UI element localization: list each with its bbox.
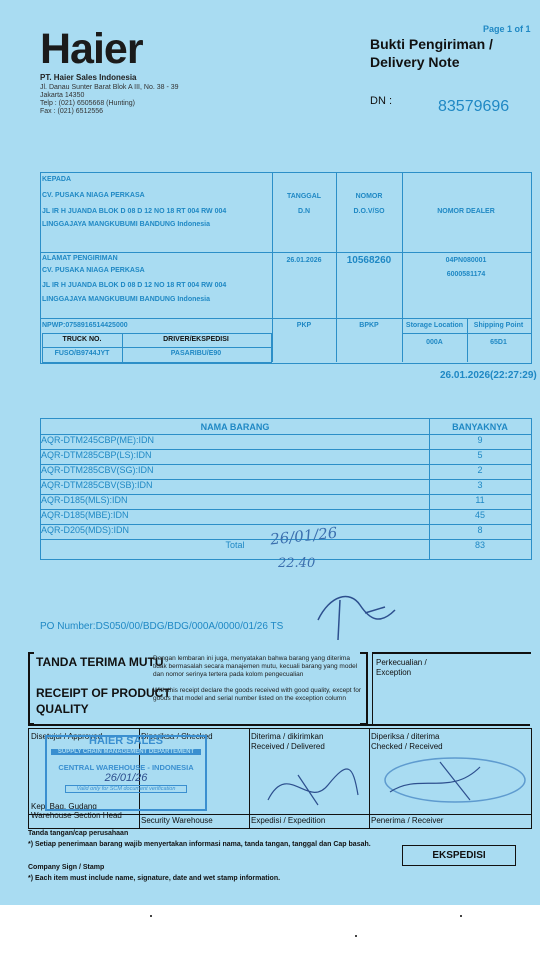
bpkp-label: BPKP [359,322,379,329]
page-indicator: Page 1 of 1 [483,24,531,34]
table-row [41,434,531,446]
exception-label: Perkecualian / Exception [376,658,427,677]
tanggal-label: TANGGAL [286,193,322,200]
order-number: 10568260 [346,255,392,266]
exception-box [372,652,531,726]
section-head-label: Kep. Bag. Gudang Warehouse Section Head [31,802,122,820]
stamp-warehouse: CENTRAL WAREHOUSE - INDONESIA [58,763,194,772]
paper-speck [150,915,152,917]
table-row [41,494,531,506]
shipping-city: LINGGAJAYA MANGKUBUMI BANDUNG Indonesia [42,296,211,303]
stamp-department: SUPPLY CHAIN MANAGEMENT DEPARTEMENT [51,749,201,755]
print-timestamp: 26.01.2026(22:27:29) [440,370,537,381]
company-address-line: Jl. Danau Sunter Barat Blok A III, No. 38 - 39 [40,84,179,91]
dealer-code: 04PN080001 [445,257,487,264]
driver-label: DRIVER/EKSPEDISI [163,336,229,343]
expedition-signature [258,755,368,810]
receiver-stamp [380,752,530,807]
items-header-qty: BANYAKNYA [452,422,508,432]
expedition-label: Expedisi / Expedition [251,816,326,825]
footer-sign-label: Tanda tangan/cap perusahaan [28,830,129,837]
pkp-label: PKP [296,322,312,329]
po-number: PO Number:DS050/00/BDG/BDG/000A/0000/01/26 TS [40,621,284,632]
company-name: PT. Haier Sales Indonesia [40,73,137,82]
shipping-date: 26.01.2026 [286,257,322,264]
stamp-handwritten-date: 26/01/26 [104,772,148,784]
item-name: AQR-DTM285CBP(LS):IDN [41,450,152,460]
truck-number: FUSO/B9744JYT [54,350,110,357]
stamp-validity: Valid only for SCM document verification [65,785,187,793]
dn-number: 83579696 [438,98,510,115]
recipient-name: CV. PUSAKA NIAGA PERKASA [42,192,145,199]
received-delivered-label: Diterima / dikirimkan Received / Delivered [251,732,325,751]
receipt-title-en: RECEIPT OF PRODUCT [36,686,171,700]
table-row [41,509,531,521]
shipping-point-value: 65D1 [490,339,507,346]
dn-label: DN : [370,95,392,107]
item-name: AQR-D185(MLS):IDN [41,495,128,505]
approved-label: Disetujui / Approved [31,732,103,741]
footer-note-id: *) Setiap penerimaan barang wajib menyertakan informasi nama, tanda tangan, tanggal dan Cap basah. [28,841,371,848]
recipient-address: JL IR H JUANDA BLOK D 08 D 12 NO 18 RT 004 RW 004 [42,208,227,215]
footer-note-en: *) Each item must include name, signature, date and wet stamp information. [28,875,281,882]
signature-scribble [310,585,400,645]
checked-label: Diperiksa / Checked [141,732,213,741]
item-name: AQR-D205(MDS):IDN [41,525,130,535]
paper-speck [460,915,462,917]
storage-location-label: Storage Location [405,322,464,329]
truck-label: TRUCK NO. [62,336,102,343]
npwp: NPWP:0758916514425000 [42,322,128,329]
shipping-point-label: Shipping Point [473,322,524,329]
stamp-title: HAIER SALES [89,735,163,747]
title-indonesian: Bukti Pengiriman / [370,36,493,52]
warehouse-stamp [45,735,207,811]
storage-location-value: 000A [426,339,443,346]
item-qty: 11 [475,495,485,505]
item-qty: 9 [477,435,483,445]
footer-company-sign: Company Sign / Stamp [28,864,105,871]
company-phone: Telp : (021) 6505668 (Hunting) [40,100,135,107]
item-name: AQR-D185(MBE):IDN [41,510,129,520]
shipping-name: CV. PUSAKA NIAGA PERKASA [42,267,145,274]
item-qty: 5 [477,450,483,460]
kepada-label: KEPADA [42,176,72,183]
items-header-name: NAMA BARANG [200,422,270,432]
nomor-label: NOMOR [355,193,383,200]
item-qty: 3 [477,480,483,490]
total-label: Total [225,540,245,550]
dealer-label: NOMOR DEALER [437,208,495,215]
item-qty: 45 [474,510,485,520]
paper-speck [355,935,357,937]
nomor-sub: D.O.V/SO [353,208,385,215]
haier-logo: Haier [40,25,143,73]
table-row [41,449,531,461]
receiver-label: Penerima / Receiver [371,816,444,825]
item-qty: 2 [477,465,483,475]
item-qty: 8 [477,525,483,535]
receipt-text-id: Dengan lembaran ini juga, menyatakan bahwa barang yang diterima tidak bermasalah secara manajemen mutu, kecuali barang yang model dan nomor serinya tertera pada kolom pengecualian [153,655,358,678]
document-title [370,35,493,71]
item-name: AQR-DTM285CBV(SG):IDN [41,465,154,475]
item-name: AQR-DTM285CBV(SB):IDN [41,480,153,490]
receipt-text-en: With this receipt declare the goods received with good quality, except for goods that model and serial number listed on the exception column [153,687,361,702]
shipping-address: JL IR H JUANDA BLOK D 08 D 12 NO 18 RT 004 RW 004 [42,282,227,289]
ekspedisi-badge: EKSPEDISI [402,845,516,866]
checked-received-label: Diperiksa / diterima Checked / Received [371,732,443,751]
company-address-line: Jakarta 14350 [40,92,85,99]
driver-name: PASARIBU/E90 [170,350,222,357]
total-qty: 83 [474,540,485,550]
table-row [41,479,531,491]
item-name: AQR-DTM245CBP(ME):IDN [41,435,155,445]
tanggal-sub: D.N [297,208,311,215]
recipient-city: LINGGAJAYA MANGKUBUMI BANDUNG Indonesia [42,221,211,228]
handwritten-time: 22.40 [278,556,316,571]
security-label: Security Warehouse [141,816,213,825]
table-row [41,464,531,476]
company-fax: Fax : (021) 6512556 [40,108,104,115]
alamat-label: ALAMAT PENGIRIMAN [42,255,118,262]
handwritten-date: 26/01/26 [269,523,339,549]
receipt-title-en-2: QUALITY [36,702,89,716]
title-english: Delivery Note [370,54,460,70]
dealer-number: 6000581174 [446,271,486,278]
receipt-title-id: TANDA TERIMA MUTU [36,655,164,669]
